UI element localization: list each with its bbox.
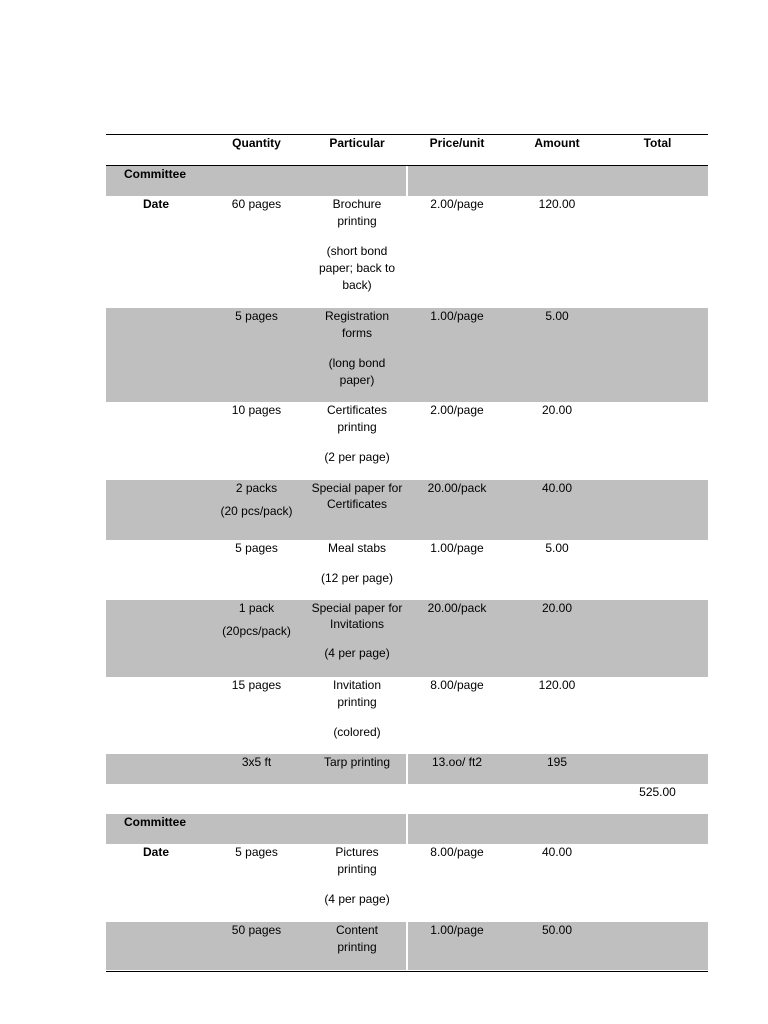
- amount-cell: 120.00: [538, 678, 576, 692]
- budget-table: [106, 134, 708, 972]
- column-separator: [406, 166, 408, 196]
- quantity-cell: 15 pages: [231, 678, 282, 692]
- table-row: [106, 754, 708, 784]
- price-cell: 1.00/page: [430, 309, 484, 323]
- column-separator: [406, 922, 408, 970]
- amount-cell: 195: [546, 755, 568, 769]
- section-header: [106, 166, 708, 196]
- amount-cell: 120.00: [538, 197, 576, 211]
- table-row: [106, 308, 708, 402]
- header-row: [106, 135, 708, 165]
- table-row: [106, 844, 708, 922]
- amount-cell: 40.00: [541, 845, 573, 859]
- particular-cell: Certificates printing (2 per page): [324, 403, 390, 464]
- price-cell: 20.00/pack: [427, 481, 487, 495]
- header-particular: Particular: [329, 136, 385, 150]
- particular-cell: Special paper for Invitations (4 per page): [311, 601, 403, 660]
- amount-cell: 5.00: [545, 309, 569, 323]
- quantity-cell: 10 pages: [231, 403, 282, 417]
- header-price: Price/unit: [429, 136, 485, 150]
- row-date-label: Date: [142, 197, 169, 211]
- column-separator: [406, 754, 408, 784]
- price-cell: 2.00/page: [430, 403, 484, 417]
- particular-cell: Meal stabs (12 per page): [320, 541, 394, 585]
- amount-cell: 20.00: [541, 601, 573, 615]
- subtotal-row: [106, 784, 708, 814]
- amount-cell: 40.00: [541, 481, 573, 495]
- quantity-cell: 50 pages: [231, 923, 282, 937]
- particular-cell: Pictures printing (4 per page): [324, 845, 390, 906]
- particular-cell: Content printing: [335, 923, 379, 954]
- amount-cell: 50.00: [541, 923, 573, 937]
- quantity-cell: 2 packs (20 pcs/pack): [220, 481, 293, 518]
- amount-cell: 20.00: [541, 403, 573, 417]
- price-cell: 13.oo/ ft2: [431, 755, 483, 769]
- price-cell: 20.00/pack: [427, 601, 487, 615]
- particular-cell: Registration forms (long bond paper): [324, 309, 390, 387]
- quantity-cell: 5 pages: [235, 845, 278, 859]
- price-cell: 8.00/page: [430, 845, 484, 859]
- subtotal-value: 525.00: [639, 785, 676, 799]
- quantity-cell: 3x5 ft: [241, 755, 272, 769]
- table-row: [106, 480, 708, 540]
- row-date-label: Date: [142, 845, 169, 859]
- quantity-cell: 5 pages: [235, 309, 278, 323]
- quantity-cell: 1 pack (20pcs/pack): [222, 601, 291, 638]
- column-separator: [406, 814, 408, 844]
- section-header: [106, 814, 708, 844]
- table-row: [106, 922, 708, 970]
- price-cell: 8.00/page: [430, 678, 484, 692]
- table-row: [106, 677, 708, 754]
- quantity-cell: 5 pages: [235, 541, 278, 555]
- price-cell: 1.00/page: [430, 541, 484, 555]
- header-amount: Amount: [534, 136, 580, 150]
- price-cell: 2.00/page: [430, 197, 484, 211]
- header-quantity: Quantity: [232, 136, 281, 150]
- table-row: [106, 600, 708, 677]
- section-label: Committee: [124, 815, 187, 829]
- amount-cell: 5.00: [545, 541, 569, 555]
- section-label: Committee: [124, 167, 187, 181]
- particular-cell: Tarp printing: [323, 755, 391, 769]
- header-total: Total: [643, 136, 672, 150]
- table-row: [106, 540, 708, 600]
- price-cell: 1.00/page: [430, 923, 484, 937]
- particular-cell: Brochure printing (short bond paper; back to back): [318, 197, 396, 292]
- table-row: [106, 196, 708, 308]
- particular-cell: Invitation printing (colored): [332, 678, 382, 739]
- particular-cell: Special paper for Certificates: [311, 481, 403, 511]
- table-row: [106, 402, 708, 480]
- quantity-cell: 60 pages: [231, 197, 282, 211]
